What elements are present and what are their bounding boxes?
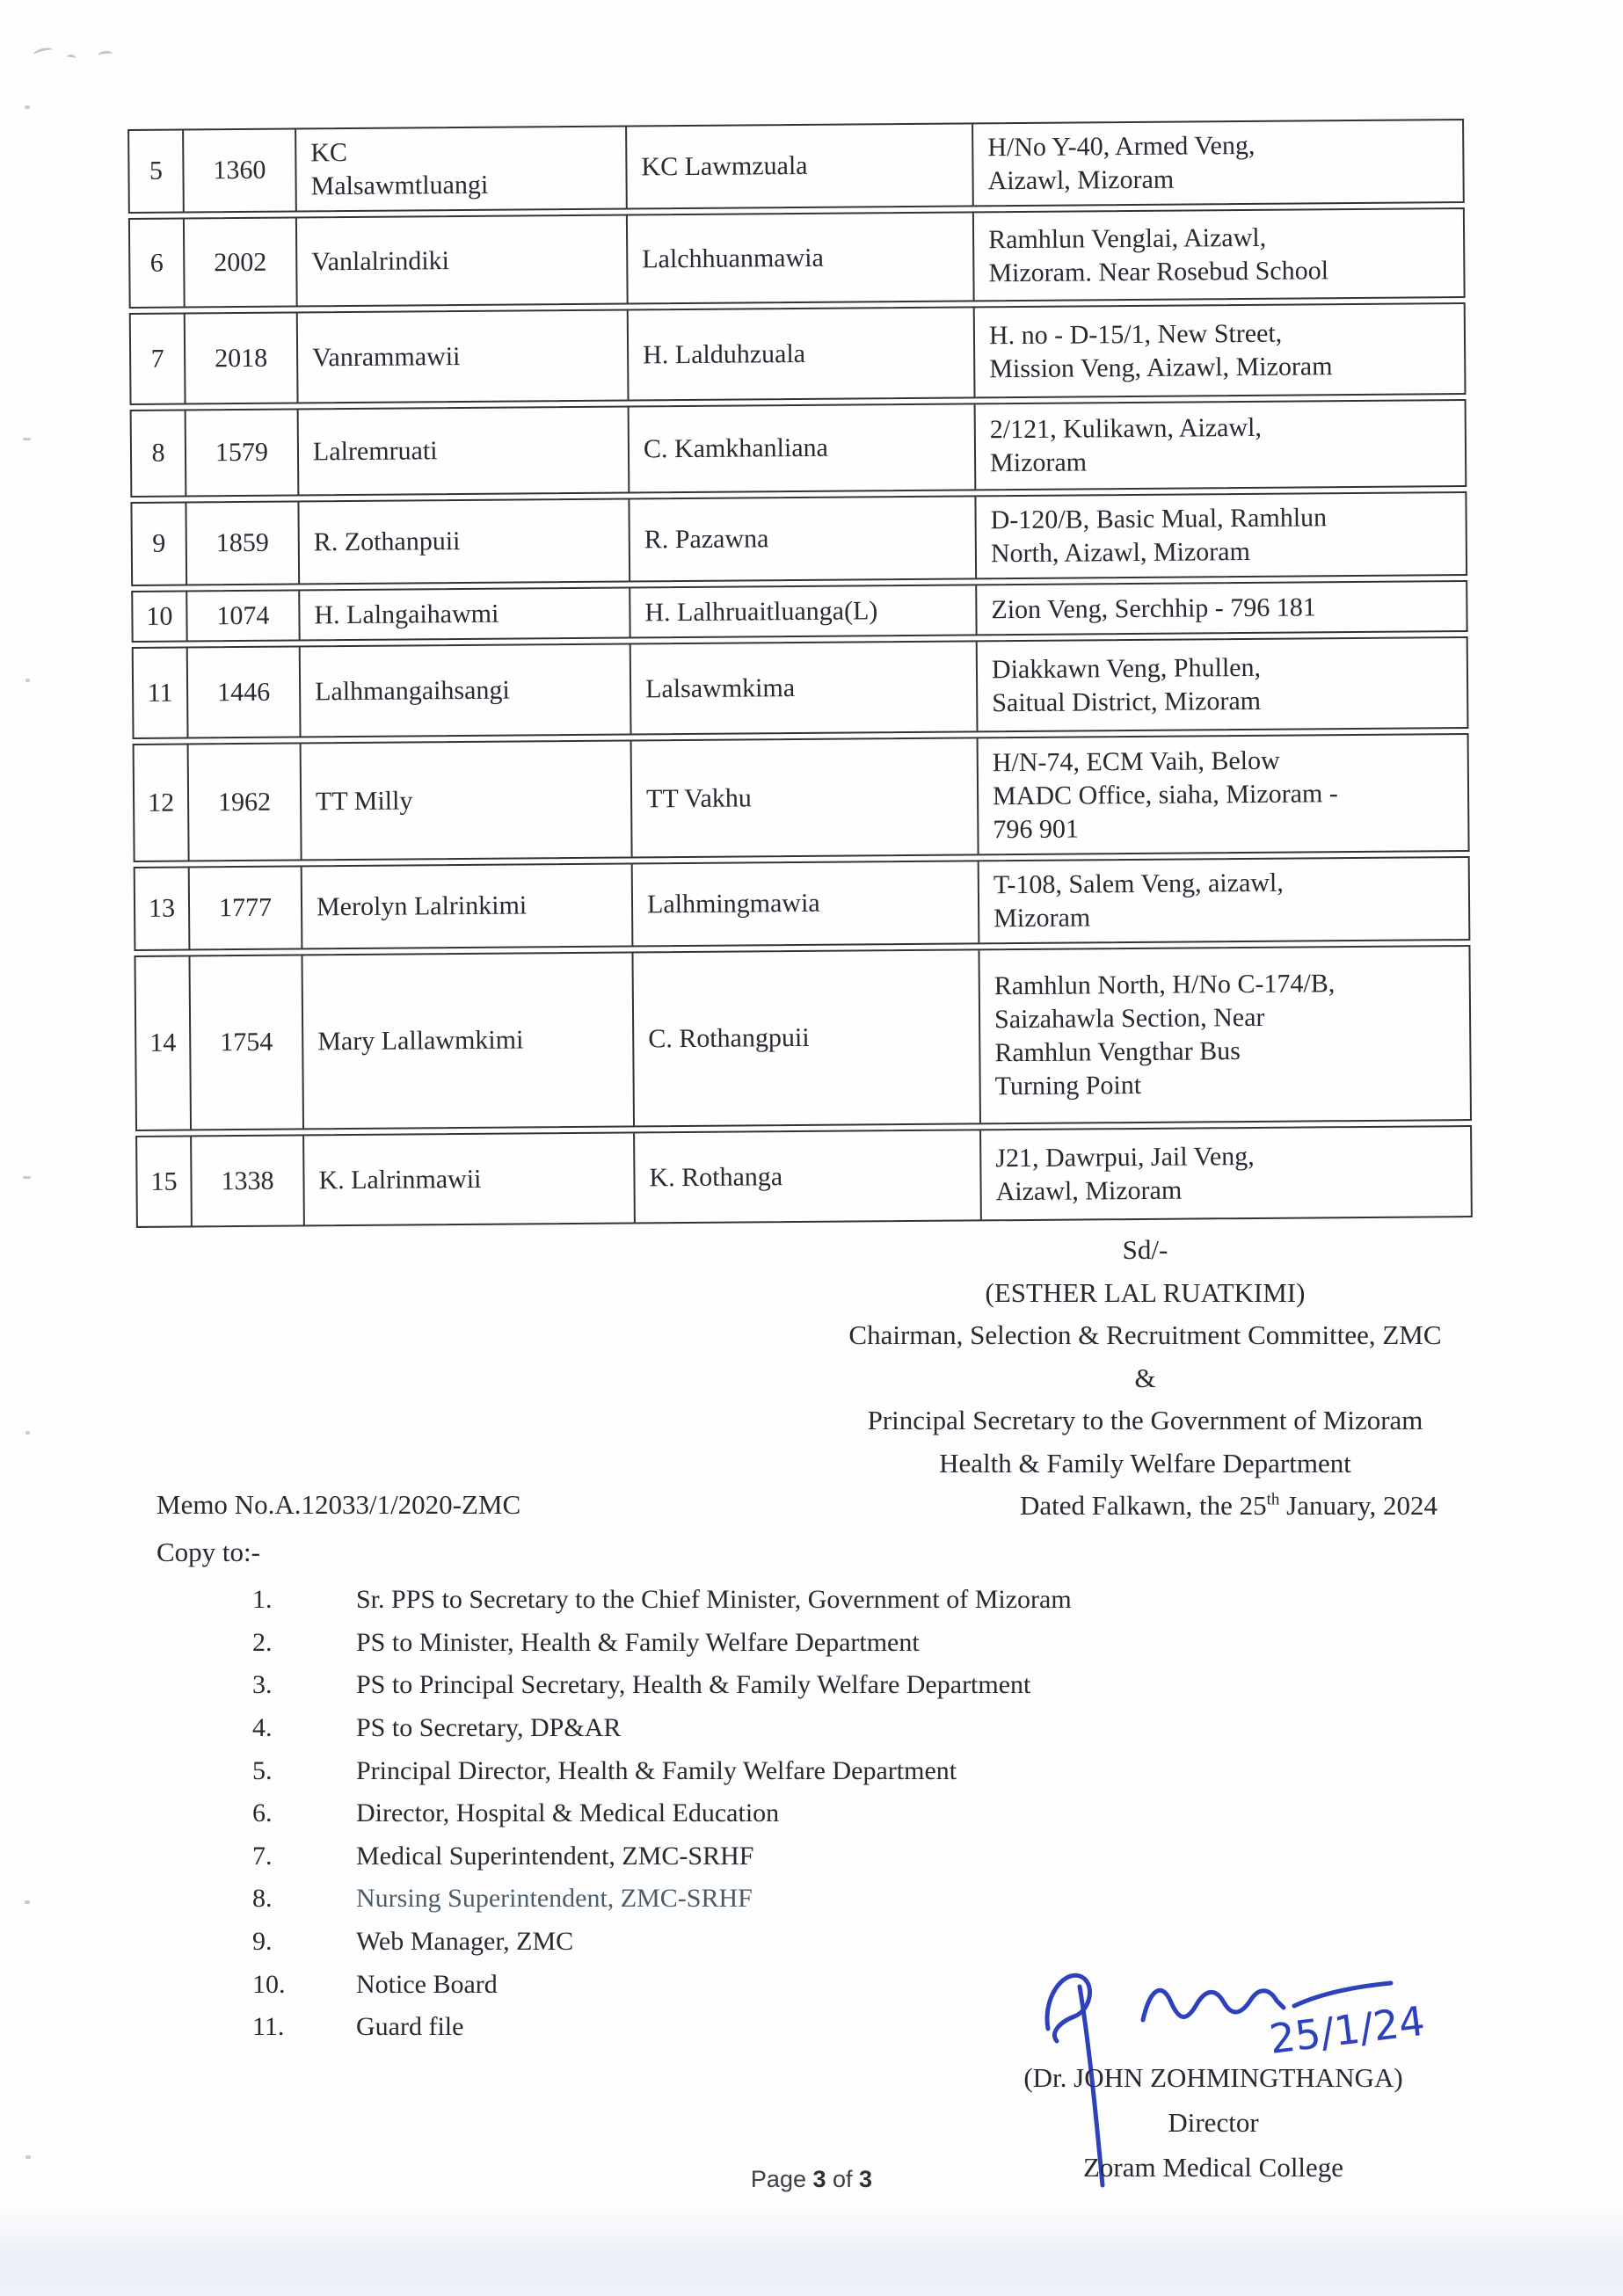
scan-speck bbox=[25, 105, 30, 109]
cell-address: H/N-74, ECM Vaih, Below MADC Office, siaha, Mizoram - 796 901 bbox=[977, 735, 1468, 854]
cell-address: 2/121, Kulikawn, Aizawl, Mizoram bbox=[974, 401, 1466, 489]
signature-stroke bbox=[1143, 1990, 1284, 2020]
cell-roll-no: 1074 bbox=[186, 591, 298, 640]
copy-to-item bbox=[252, 1835, 1307, 1878]
scan-speck bbox=[25, 679, 30, 682]
item-number: 10. bbox=[252, 1969, 286, 1999]
item-number: 5. bbox=[252, 1755, 273, 1785]
scan-speck bbox=[23, 438, 31, 440]
item-number: 11. bbox=[252, 2012, 285, 2042]
table-row bbox=[134, 856, 1471, 951]
cell-name: Vanrammawii bbox=[296, 311, 628, 403]
cell-father-name: R. Pazawna bbox=[628, 497, 975, 580]
cell-name: TT Milly bbox=[300, 742, 631, 860]
cell-father-name: H. Lalhruaitluanga(L) bbox=[629, 585, 975, 636]
copy-to-item bbox=[252, 1579, 1307, 1622]
chairman-title-1: Chairman, Selection & Recruitment Committee, ZMC bbox=[848, 1319, 1442, 1350]
table-row bbox=[130, 399, 1467, 498]
cell-address: H/No Y-40, Armed Veng, Aizawl, Mizoram bbox=[972, 120, 1463, 205]
scan-pencil-mark bbox=[98, 50, 113, 59]
item-text: Sr. PPS to Secretary to the Chief Minister, Government of Mizoram bbox=[356, 1585, 1072, 1615]
ampersand: & bbox=[1134, 1362, 1156, 1393]
cell-serial-no: 13 bbox=[148, 893, 176, 923]
cell-address: J21, Dawrpui, Jail Veng, Aizawl, Mizoram bbox=[979, 1127, 1471, 1219]
page-footer bbox=[0, 2166, 1623, 2193]
cell-address: Ramhlun North, H/No C-174/B, Saizahawla Section, Near Ramhlun Vengthar Bus Turning Point bbox=[978, 947, 1470, 1123]
director-title: Director bbox=[1168, 2107, 1259, 2138]
cell-serial-no: 8 bbox=[151, 438, 165, 468]
cell-serial-no: 6 bbox=[149, 248, 164, 278]
table-row bbox=[132, 636, 1469, 739]
item-number: 8. bbox=[252, 1884, 273, 1914]
handwritten-date: 25/1/24 bbox=[1266, 1996, 1428, 2063]
copy-to-label: Copy to:- bbox=[156, 1537, 260, 1567]
cell-name: Lalhmangaihsangi bbox=[299, 645, 630, 737]
cell-father-name: Lalhmingmawia bbox=[631, 861, 979, 945]
cell-address: Diakkawn Veng, Phullen, Saitual District, Mizoram bbox=[976, 638, 1467, 730]
item-text: PS to Minister, Health & Family Welfare Department bbox=[356, 1627, 920, 1657]
director-name: (Dr. JOHN ZOHMINGTHANGA) bbox=[1023, 2062, 1403, 2093]
table-row bbox=[134, 945, 1472, 1131]
cell-name: K. Lalrinmawii bbox=[302, 1134, 634, 1225]
table-row bbox=[133, 733, 1470, 862]
item-number: 1. bbox=[252, 1585, 273, 1615]
scan-speck bbox=[25, 2155, 31, 2159]
table-row bbox=[129, 302, 1467, 405]
dated-line-text: January, 2024 bbox=[1279, 1490, 1438, 1521]
cell-serial-no: 15 bbox=[150, 1166, 178, 1196]
cell-serial-no: 11 bbox=[147, 678, 173, 708]
footer-text: of bbox=[826, 2166, 860, 2192]
table-row bbox=[128, 207, 1466, 309]
cell-father-name: Lalsawmkima bbox=[630, 642, 977, 733]
cell-roll-no: 1360 bbox=[182, 129, 295, 211]
cell-roll-no: 1338 bbox=[190, 1136, 303, 1225]
cell-name: Merolyn Lalrinkimi bbox=[301, 865, 632, 948]
cell-name: KC Malsawmtluangi bbox=[295, 127, 626, 211]
cell-serial-no: 14 bbox=[149, 1028, 177, 1057]
table-row bbox=[135, 1125, 1473, 1228]
footer-text: Page bbox=[750, 2166, 813, 2192]
cell-serial-no: 7 bbox=[150, 344, 164, 374]
item-number: 4. bbox=[252, 1713, 273, 1743]
copy-to-item bbox=[252, 1707, 1307, 1750]
cell-name: H. Lalngaihawmi bbox=[298, 589, 629, 640]
cell-name: R. Zothanpuii bbox=[297, 500, 629, 584]
cell-roll-no: 1754 bbox=[188, 955, 302, 1129]
table-row bbox=[130, 491, 1467, 586]
cell-address: Zion Veng, Serchhip - 796 181 bbox=[975, 582, 1466, 634]
cell-roll-no: 1962 bbox=[187, 744, 301, 860]
item-text: Nursing Superintendent, ZMC-SRHF bbox=[356, 1884, 753, 1914]
sd-line: Sd/- bbox=[1122, 1234, 1168, 1265]
table-row bbox=[127, 119, 1465, 214]
cell-address: T-108, Salem Veng, aizawl, Mizoram bbox=[978, 858, 1469, 942]
cell-name: Lalremruati bbox=[297, 408, 629, 495]
copy-to-item bbox=[252, 1792, 1307, 1835]
footer-page-number: 3 bbox=[812, 2166, 826, 2192]
cell-father-name: H. Lalduhzuala bbox=[627, 308, 974, 399]
item-text: Principal Director, Health & Family Welfare Department bbox=[356, 1755, 957, 1785]
copy-to-item bbox=[252, 1749, 1307, 1792]
director-org: Zoram Medical College bbox=[1082, 2152, 1344, 2183]
cell-address: Ramhlun Venglai, Aizawl, Mizoram. Near Rosebud School bbox=[972, 209, 1464, 300]
dated-ordinal-suffix: th bbox=[1266, 1490, 1280, 1509]
cell-name: Vanlalrindiki bbox=[295, 216, 627, 306]
chairman-name: (ESTHER LAL RUATKIMI) bbox=[985, 1276, 1306, 1308]
chairman-signature-block bbox=[774, 1229, 1517, 1528]
chairman-title-3: Health & Family Welfare Department bbox=[939, 1447, 1351, 1479]
cell-roll-no: 1777 bbox=[188, 867, 302, 948]
item-number: 3. bbox=[252, 1670, 273, 1700]
item-number: 7. bbox=[252, 1841, 273, 1871]
cell-father-name: Lalchhuanmawia bbox=[626, 213, 973, 302]
copy-to-item bbox=[252, 1664, 1307, 1707]
cell-father-name: K. Rothanga bbox=[633, 1130, 980, 1222]
item-number: 9. bbox=[252, 1927, 273, 1957]
item-text: PS to Principal Secretary, Health & Family Welfare Department bbox=[356, 1670, 1031, 1700]
item-text: Director, Hospital & Medical Education bbox=[356, 1798, 780, 1828]
cell-father-name: TT Vakhu bbox=[630, 738, 978, 856]
scan-speck bbox=[25, 1900, 30, 1904]
scan-speck bbox=[25, 1431, 30, 1435]
cell-address: H. no - D-15/1, New Street, Mission Veng, Aizawl, Mizoram bbox=[973, 304, 1465, 396]
item-text: Web Manager, ZMC bbox=[356, 1927, 574, 1957]
cell-father-name: C. Kamkhanliana bbox=[628, 404, 975, 491]
cell-serial-no: 12 bbox=[147, 788, 175, 817]
dated-line bbox=[941, 1485, 1517, 1528]
cell-roll-no: 2018 bbox=[184, 313, 297, 403]
scan-pencil-mark bbox=[67, 54, 76, 61]
cell-roll-no: 1446 bbox=[186, 647, 300, 737]
cell-name: Mary Lallawmkimi bbox=[301, 954, 633, 1129]
item-text: PS to Secretary, DP&AR bbox=[356, 1713, 622, 1743]
cell-father-name: KC Lawmzuala bbox=[625, 124, 972, 207]
cell-serial-no: 5 bbox=[149, 156, 164, 185]
footer-total-pages: 3 bbox=[859, 2166, 873, 2192]
chairman-title-2: Principal Secretary to the Government of Mizoram bbox=[867, 1405, 1423, 1435]
scan-speck bbox=[23, 1176, 31, 1179]
cell-serial-no: 9 bbox=[152, 528, 166, 558]
cell-serial-no: 10 bbox=[146, 601, 173, 631]
item-number: 2. bbox=[252, 1627, 273, 1657]
item-text: Medical Superintendent, ZMC-SRHF bbox=[356, 1841, 754, 1871]
dated-line-text: Dated Falkawn, the 25 bbox=[1019, 1490, 1267, 1521]
cell-father-name: C. Rothangpuii bbox=[631, 950, 979, 1125]
scan-edge-noise bbox=[0, 2208, 1623, 2296]
cell-roll-no: 2002 bbox=[183, 218, 296, 306]
item-number: 6. bbox=[252, 1798, 273, 1828]
table-row bbox=[131, 580, 1467, 643]
cell-roll-no: 1579 bbox=[185, 410, 298, 495]
cell-roll-no: 1859 bbox=[185, 502, 298, 584]
memo-number: Memo No.A.12033/1/2020-ZMC bbox=[156, 1489, 521, 1520]
cell-address: D-120/B, Basic Mual, Ramhlun North, Aizawl, Mizoram bbox=[974, 493, 1466, 578]
item-text: Guard file bbox=[356, 2012, 464, 2042]
candidates-table bbox=[127, 119, 1473, 1232]
copy-to-item bbox=[252, 1878, 1307, 1921]
copy-to-item bbox=[252, 1622, 1307, 1665]
item-text: Notice Board bbox=[356, 1969, 498, 1999]
scan-pencil-mark bbox=[33, 46, 54, 58]
